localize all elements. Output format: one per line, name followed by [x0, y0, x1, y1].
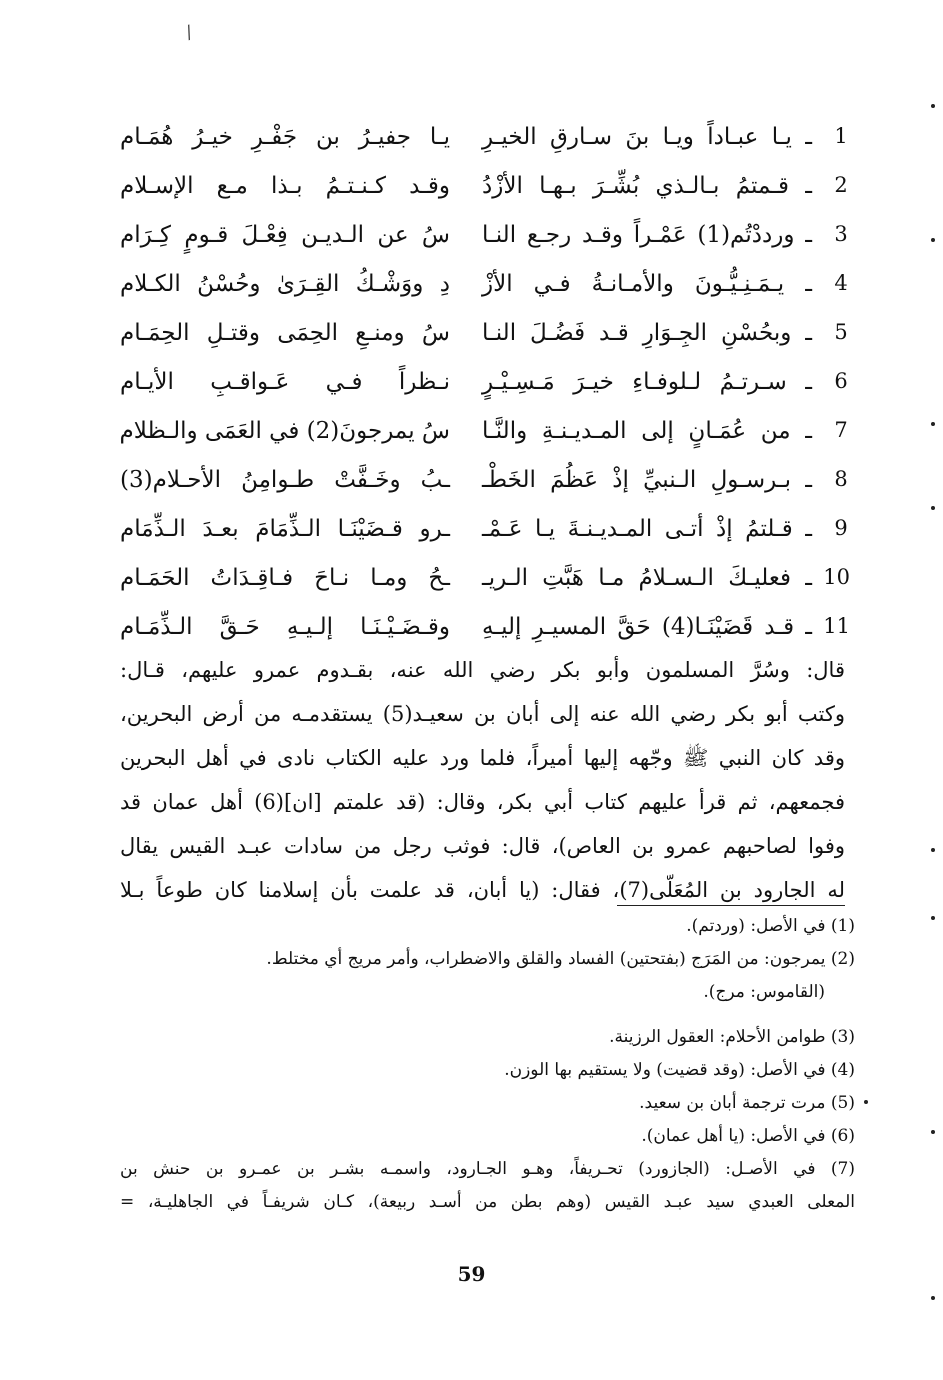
- verse-number: 6: [834, 369, 848, 393]
- verse-second-hemistich: سُ يمرجونَ(2) في العَمَى والـظلام: [119, 418, 450, 444]
- verse-number: 11: [823, 614, 850, 638]
- scan-speck: [931, 916, 935, 920]
- verse-first-hemistich: ـ قـمتمُ بـالـذي بُشِّـرَ بـهـا الأزْدُ: [482, 173, 812, 199]
- footnote: (1) في الأصل: (وردتم).: [686, 916, 855, 936]
- verse-second-hemistich: وقـد كـنـتـمُ بـذا مـع الإسـلام: [120, 173, 450, 199]
- verse-first-hemistich: ـ بـرسـولِ الـنبيِّ إذْ عَظُمَ الخَطْـ: [482, 467, 812, 493]
- footnote-continuation: المعلى العبدي سيد عبـد القيس (وهم بطن من أسـد ربيعة)، كـان شريفـاً في الجاهليـة، =: [120, 1192, 855, 1212]
- footnote: (2) يمرجون: من المَرَج (بفتحتين) الفساد والقلق والاضطراب، وأمر مريج أي مختلط.: [266, 949, 855, 969]
- scan-speck: [864, 1100, 868, 1104]
- verse-number: 8: [834, 467, 848, 491]
- verse-first-hemistich: ـ فعليـكَ الـسـلامُ مـا هَبَّتِ الـريـ: [482, 565, 812, 591]
- scan-speck: [931, 422, 935, 426]
- verse-second-hemistich: يـا جفيـرُ بن جَفْـرِ خيـرُ هُمَـام: [120, 124, 450, 150]
- verse-number: 7: [834, 418, 848, 442]
- verse-number: 4: [834, 271, 848, 295]
- footnote: (5) مرت ترجمة أبان بن سعيد.: [639, 1093, 855, 1113]
- paragraph-line: له الجارود بن المُعَلّى(7)، فقال: (يا أبان، قد علمت بأن إسلامنا كان طوعاً بـلا: [120, 878, 845, 902]
- paragraph-line: وقد كان النبي ﷺ وجّهه إليها أميراً، فلما ورد عليه الكتاب نادى في أهل البحرين: [120, 746, 845, 770]
- verse: [120, 463, 850, 512]
- verse: [120, 120, 850, 169]
- verse-first-hemistich: ـ يـا عبـاداً ويـا بنَ سـارقِ الخيـرِ: [482, 124, 812, 150]
- verse-second-hemistich: سُ عن الـديـن فِعْـلَ قـومٍ كِـرَام: [120, 222, 450, 248]
- verse: [120, 267, 850, 316]
- scan-speck: [931, 506, 935, 510]
- verse-first-hemistich: ـ ورددْتُم(1) عَمْـراً وقـد رجـع النـا: [482, 222, 813, 248]
- verse-second-hemistich: ـحُ ومـا نـاحَ فـاقِـدَاتُ الحَمَـام: [120, 565, 450, 591]
- scan-speck: [931, 238, 935, 242]
- paragraph-line: فجمعهم، ثم قرأ عليهم كتاب أبي بكر، وقال: (قد علمتم [ان](6) أهل عمان قد: [120, 790, 845, 814]
- verse: [120, 169, 850, 218]
- scan-speck: [931, 1130, 935, 1134]
- scan-mark: /: [182, 21, 196, 44]
- paragraph-line: وكتب أبو بكر رضي الله عنه إلى أبان بن سعيـد(5) يستقدمـه من أرض البحرين،: [120, 702, 845, 726]
- scan-speck: [931, 1296, 935, 1300]
- verse: [120, 316, 850, 365]
- poem: [120, 120, 850, 659]
- verse: [120, 512, 850, 561]
- footnote: (7) في الأصـل: (الجازورد) تحـريفاً، وهـو الجـارود، واسمـه بشـر بن عمـرو بن حنش بن: [120, 1159, 855, 1179]
- body-paragraph: [120, 648, 845, 912]
- verse-second-hemistich: ـرو قـضَيْنَـا الـذِّمَامَ بعـدَ الـذِّمَام: [120, 516, 450, 542]
- verse-number: 1: [834, 124, 848, 148]
- verse: [120, 414, 850, 463]
- verse: [120, 218, 850, 267]
- verse-number: 3: [834, 222, 848, 246]
- verse-number: 10: [823, 565, 850, 589]
- verse-number: 9: [834, 516, 848, 540]
- footnote: (3) طوامن الأحلام: العقول الرزينة.: [609, 1027, 855, 1047]
- verse-first-hemistich: ـ وبحُسْنِ الجِـوَارِ قـد فَضُـلَ النـا: [482, 320, 812, 346]
- verse-second-hemistich: دِ ووَشْـكُ القِـرَىٰ وحُسْنُ الكـلام: [120, 271, 450, 297]
- verse: [120, 365, 850, 414]
- verse: [120, 561, 850, 610]
- verse-first-hemistich: ـ قـد قَضَيْنَـا(4) حَقَّ المسيـرِ إليـهِ: [482, 614, 812, 640]
- verse-second-hemistich: وقـضَـيْـنَـا إلـيـهِ حَـقَّ الـذِّمَـام: [120, 614, 450, 640]
- footnote-continuation: (القاموس: مرج).: [703, 982, 825, 1002]
- footnote-divider: [617, 905, 845, 906]
- verse-first-hemistich: ـ سـرتـمُ لـلوفـاءِ خيـرَ مَـسِـيْـرٍ: [482, 369, 812, 395]
- footnotes: [120, 910, 855, 1219]
- footnote: (6) في الأصل: (يا أهل عمان).: [641, 1126, 855, 1146]
- footnote: (4) في الأصل: (وقد قضيت) ولا يستقيم بها الوزن.: [504, 1060, 855, 1080]
- verse-first-hemistich: ـ يـمَـنِـيُّـونَ والأمـانـةُ فـي الأزْ: [482, 271, 812, 297]
- verse-second-hemistich: ـبُ وخَـفَّتْ طـوامِنُ الأحـلام(3): [120, 467, 450, 493]
- verse-first-hemistich: ـ من عُمَـانٍ إلى المـديـنـةِ والنَّـا: [482, 418, 812, 444]
- scan-speck: [931, 104, 935, 108]
- paragraph-line: وفوا لصاحبهم عمرو بن العاص)، قال: فوثب رجل من سادات عبـد القيس يقال: [120, 834, 845, 858]
- verse-number: 5: [834, 320, 848, 344]
- page-number: 59: [457, 1262, 486, 1286]
- paragraph-line: قال: وسُرَّ المسلمون وأبو بكر رضي الله عنه، بقـدوم عمرو عليهم، قـال:: [120, 658, 845, 682]
- verse-second-hemistich: سُ ومنـعِ الحِمَى وقتـلِ الحِمَـام: [120, 320, 450, 346]
- verse-second-hemistich: نـظراً فـي عَـواقـبِ الأيـام: [120, 369, 450, 395]
- scan-speck: [931, 848, 935, 852]
- verse-number: 2: [834, 173, 848, 197]
- verse-first-hemistich: ـ قـلتمُ إذْ أتـى المـديـنـةَ يـا عَـمْـ: [482, 516, 812, 542]
